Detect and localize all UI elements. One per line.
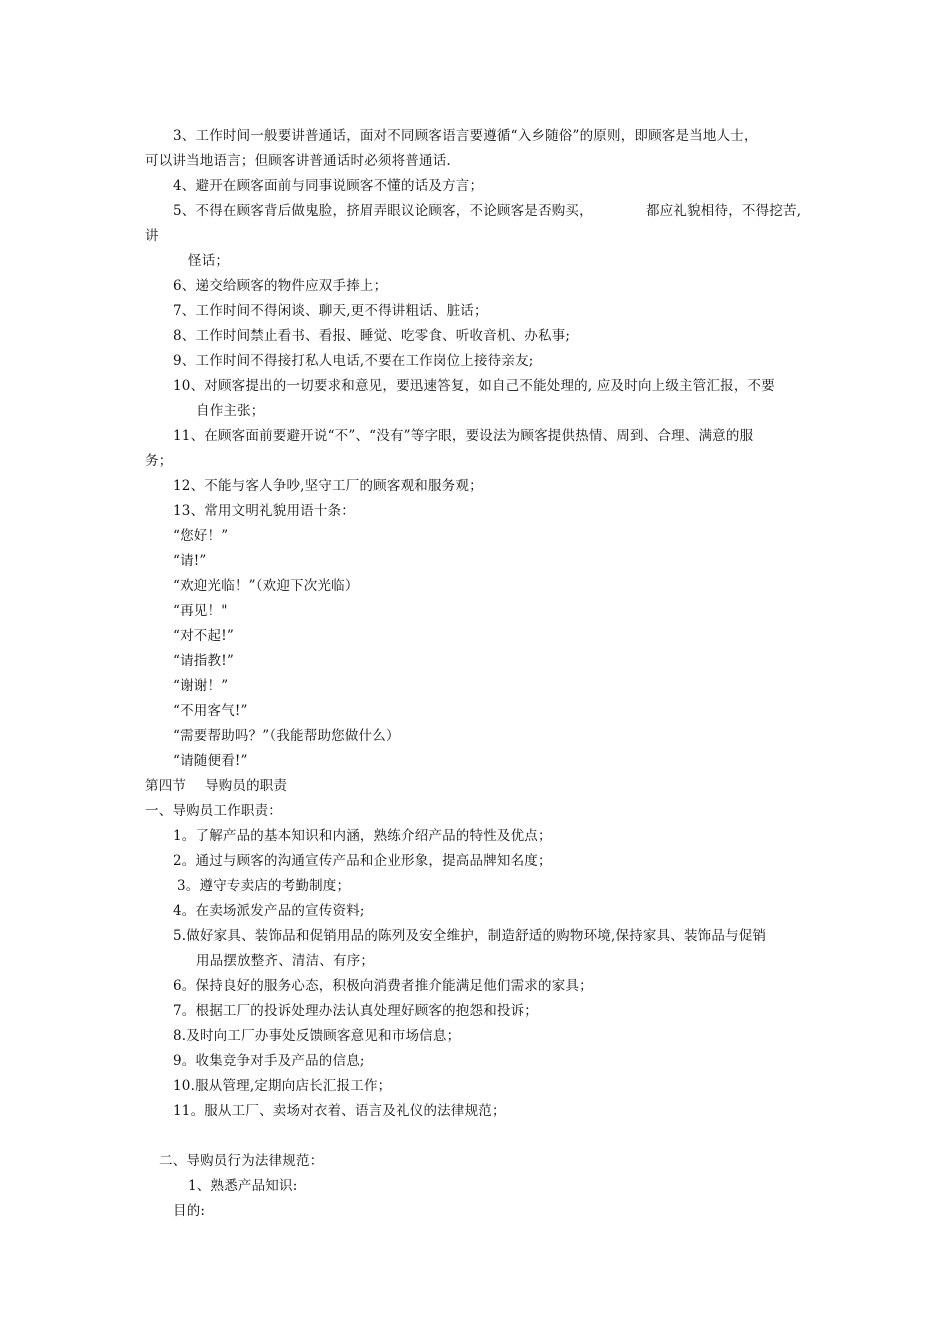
rule-12: 12、不能与客人争吵,坚守工厂的顾客观和服务观；: [173, 478, 483, 494]
conduct-heading: 二、导购员行为法律规范：: [159, 1153, 324, 1169]
duty-10: 10.服从管理,定期向店长汇报工作；: [173, 1078, 392, 1094]
duty-11: 11。服从工厂、卖场对衣着、语言及礼仪的法律规范；: [173, 1103, 506, 1119]
duty-8: 8.及时向工厂办事处反馈顾客意见和市场信息；: [173, 1028, 461, 1044]
phrase-10: “请随便看!”: [173, 753, 248, 769]
section-4-title: 导购员的职责: [205, 778, 288, 794]
rule-10-line-2: 自作主张；: [196, 403, 265, 419]
rule-5-line-1-cont: 都应礼貌相待，不得挖苦,: [646, 203, 802, 219]
section-4-label: 第四节: [145, 778, 187, 794]
rule-13: 13、常用文明礼貌用语十条：: [173, 503, 355, 519]
rule-7: 7、工作时间不得闲谈、聊天,更不得讲粗话、脏话；: [173, 303, 488, 319]
phrase-5: “对不起!”: [173, 628, 234, 644]
rule-3-line-1: 3、工作时间一般要讲普通话，面对不同顾客语言要遵循“入乡随俗”的原则，即顾客是当地人士，: [173, 128, 758, 144]
duty-2: 2。通过与顾客的沟通宣传产品和企业形象，提高品牌知名度；: [173, 853, 552, 869]
phrase-8: “不用客气!”: [173, 703, 248, 719]
duty-5-line-2: 用品摆放整齐、清洁、有序；: [196, 953, 375, 969]
duty-5-line-1: 5.做好家具、装饰品和促销用品的陈列及安全维护，制造舒适的购物环境,保持家具、装饰品与促销: [173, 928, 767, 944]
rule-11-line-2: 务；: [145, 453, 173, 469]
rule-4: 4、避开在顾客面前与同事说顾客不懂的话及方言；: [173, 178, 484, 194]
conduct-purpose: 目的:: [173, 1203, 206, 1219]
phrase-7: “谢谢！”: [173, 678, 229, 694]
phrase-3: “欢迎光临！”（欢迎下次光临）: [173, 578, 359, 594]
duty-4: 4。在卖场派发产品的宣传资料;: [173, 903, 365, 919]
rule-10-line-1: 10、对顾客提出的一切要求和意见，要迅速答复，如自己不能处理的, 应及时向上级主管汇报，不要: [173, 378, 775, 394]
phrase-2: “请!”: [173, 553, 207, 569]
phrase-6: “请指教!”: [173, 653, 234, 669]
rule-5-line-3: 怪话；: [188, 253, 230, 269]
rule-8: 8、工作时间禁止看书、看报、睡觉、吃零食、听收音机、办私事;: [173, 328, 571, 344]
duty-9: 9。收集竞争对手及产品的信息;: [173, 1053, 365, 1069]
duty-6: 6。保持良好的服务心态，积极向消费者推介能满足他们需求的家具；: [173, 978, 593, 994]
rule-5-line-1: 5、不得在顾客背后做鬼脸，挤眉弄眼议论顾客，不论顾客是否购买，: [173, 203, 593, 219]
conduct-item-1: 1、熟悉产品知识:: [188, 1178, 298, 1194]
phrase-4: “再见！": [173, 603, 228, 619]
rule-5-line-2: 讲: [145, 228, 159, 244]
phrase-1: “您好！”: [173, 528, 229, 544]
rule-11-line-1: 11、在顾客面前要避开说“不”、“没有”等字眼，要设法为顾客提供热情、周到、合理、满意的服: [173, 428, 754, 444]
duty-7: 7。根据工厂的投诉处理办法认真处理好顾客的抱怨和投诉；: [173, 1003, 538, 1019]
phrase-9: “需要帮助吗？”（我能帮助您做什么）: [173, 728, 400, 744]
rule-3-line-2: 可以讲当地语言；但顾客讲普通话时必须将普通话.: [145, 153, 451, 169]
rule-9: 9、工作时间不得接打私人电话,不要在工作岗位上接待亲友;: [173, 353, 534, 369]
duty-3: 3。遵守专卖店的考勤制度；: [177, 878, 351, 894]
rule-6: 6、递交给顾客的物件应双手捧上；: [173, 278, 388, 294]
duties-heading: 一、导购员工作职责：: [145, 803, 282, 819]
duty-1: 1。了解产品的基本知识和内涵，熟练介绍产品的特性及优点；: [173, 828, 552, 844]
